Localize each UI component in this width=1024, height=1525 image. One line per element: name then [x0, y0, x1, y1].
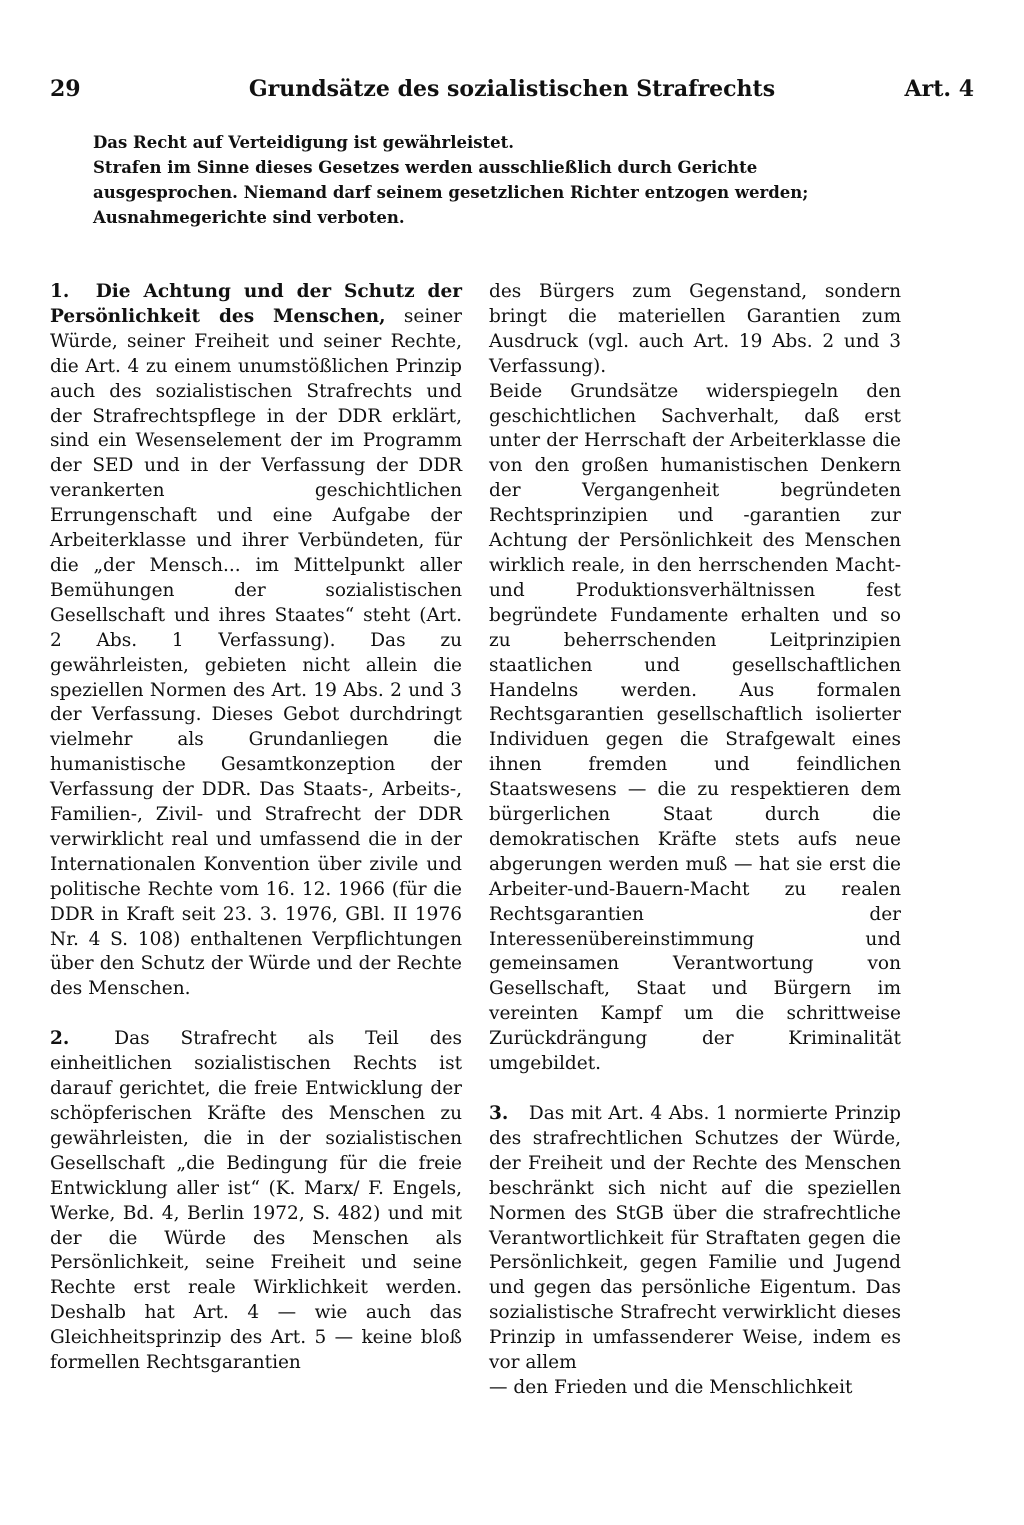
paragraph-1-continued: des Bürgers zum Gegenstand, sondern bringt die materiellen Garantien zum Ausdruck (vgl. auch Art. 19 Abs. 2 und 3 Verfassung).: [489, 281, 901, 377]
paragraph-number: 2.: [50, 1028, 70, 1050]
statute-sentence: Strafen im Sinne dieses Gesetzes werden ausschließlich durch Gerichte ausgesprochen. Niemand darf seinem gesetzlichen Richter entzogen werden; Ausnahmegerichte sind verboten.: [93, 158, 809, 227]
statute-sentence: Das Recht auf Verteidigung ist gewährleistet.: [93, 133, 515, 152]
paragraph-text: Das mit Art. 4 Abs. 1 normierte Prinzip des strafrechtlichen Schutzes der Würde, der Freiheit und der Rechte des Menschen beschränkt sich nicht auf die speziellen Normen des StGB über die strafrechtliche Verantwortlichkeit für Straftaten gegen die Persönlichkeit, gegen Familie und Jugend und gegen das persönliche Eigentum. Das sozialistische Strafrecht verwirklicht dieses Prinzip in umfassenderer Weise, indem es vor allem: [489, 1103, 901, 1374]
paragraph-text: seiner Würde, seiner Freiheit und seiner Rechte, die Art. 4 zu einem unumstößlichen Prinzip auch des sozialistischen Strafrechts und der Strafrechtspflege in der DDR erklärt, sind ein Wesenselement der im Programm der SED und in der Verfassung der DDR verankerten geschichtlichen Errungenschaft und eine Aufgabe der Arbeiterklasse und ihrer Verbündeten, für die „der Mensch... im Mittelpunkt aller Bemühungen der sozialistischen Gesellschaft und ihres Staates“ steht (Art. 2 Abs. 1 Verfassung). Das zu gewährleisten, gebieten nicht allein die speziellen Normen des Art. 19 Abs. 2 und 3 der Verfassung. Dieses Gebot durchdringt vielmehr als Grundanliegen die humanistische Gesamtkonzeption der Verfassung der DDR. Das Staats-, Arbeits-, Familien-, Zivil- und Strafrecht der DDR verwirklicht real und umfassend die in der Internationalen Konvention über zivile und politische Rechte vom 16. 12. 1966 (für die DDR in Kraft seit 23. 3. 1976, GBl. II 1976 Nr. 4 S. 108) enthaltenen Verpflichtungen über den Schutz der Würde und der Rechte des Menschen.: [50, 305, 462, 1000]
left-column: [50, 280, 462, 1376]
page-number: 29: [50, 76, 81, 102]
paragraph-2: [50, 1027, 462, 1376]
paragraph-3: [489, 1102, 901, 1376]
list-item: — den Frieden und die Menschlichkeit: [489, 1376, 853, 1398]
right-column: [489, 280, 901, 1401]
page-header: [50, 76, 974, 106]
running-title: Grundsätze des sozialistischen Strafrechts: [248, 76, 776, 102]
paragraph-text: Das Strafrecht als Teil des einheitlichen sozialistischen Rechts ist darauf gerichtet, die freie Entwicklung der schöpferischen Kräfte des Menschen zu gewährleisten, die in der sozialistischen Gesellschaft „die Bedingung für die freie Entwicklung aller ist“ (K. Marx/ F. Engels, Werke, Bd. 4, Berlin 1972, S. 482) und mit der die Würde des Menschen als Persönlichkeit, seine Freiheit und seine Rechte erst reale Wirklichkeit werden. Deshalb hat Art. 4 — wie auch das Gleichheitsprinzip des Art. 5 — keine bloß formellen Rechtsgarantien: [50, 1028, 462, 1374]
paragraph-number: 1.: [50, 281, 70, 302]
paragraph-heading: Die Achtung und der Schutz der Persönlichkeit des Menschen,: [50, 281, 462, 327]
article-label: Art. 4: [904, 76, 974, 102]
paragraph-1-second: Beide Grundsätze widerspiegeln den geschichtlichen Sachverhalt, daß erst unter der Herrschaft der Arbeiterklasse die von den großen humanistischen Denkern der Vergangenheit begründeten Rechtsprinzipien und -garantien zur Achtung der Persönlichkeit des Menschen wirklich reale, in den herrschenden Macht- und Produktionsverhältnissen fest begründete Fundamente erhalten und so zu beherrschenden Leitprinzipien staatlichen und gesellschaftlichen Handelns werden. Aus formalen Rechtsgarantien gesellschaftlich isolierter Individuen gegen die Strafgewalt eines ihnen fremden und feindlichen Staatswesens — die zu respektieren dem bürgerlichen Staat durch die demokratischen Kräfte stets aufs neue abgerungen werden muß — hat sie erst die Arbeiter-und-Bauern-Macht zu realen Rechtsgarantien der Interessenübereinstimmung und gemeinsamen Verantwortung von Gesellschaft, Staat und Bürgern im vereinten Kampf um die schrittweise Zurückdrängung der Kriminalität umgebildet.: [489, 380, 901, 1075]
paragraph-1: [50, 280, 462, 1002]
paragraph-number: 3.: [489, 1103, 509, 1124]
statute-text: [93, 130, 873, 230]
